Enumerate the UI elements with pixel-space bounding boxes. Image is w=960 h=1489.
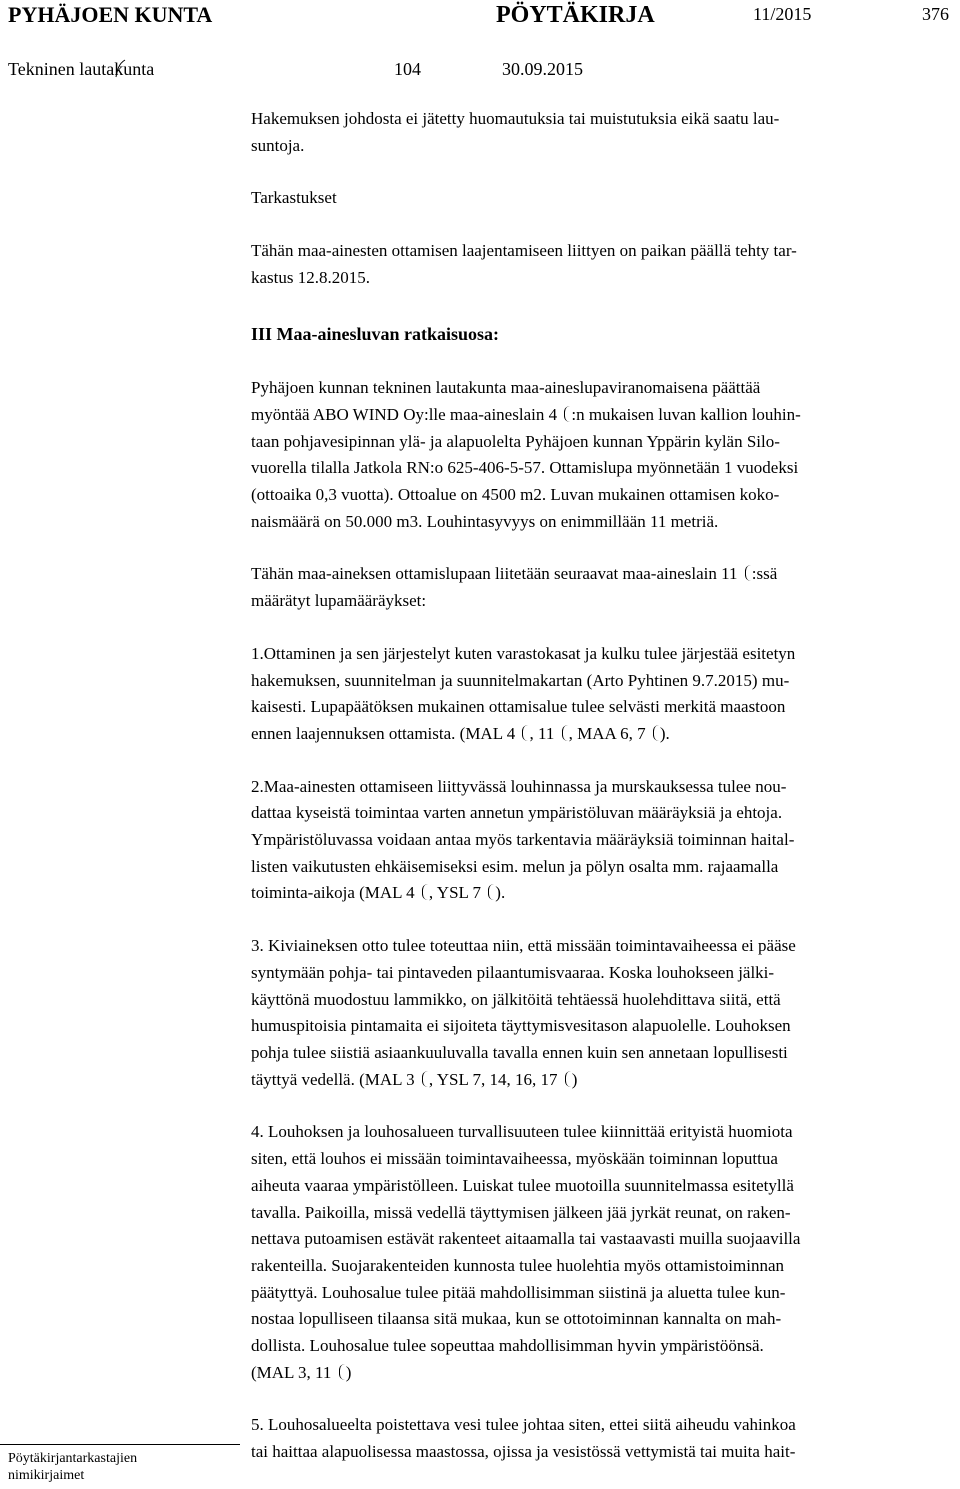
document-type: PÖYTÄKIRJA	[496, 2, 655, 28]
section-sign-icon	[420, 1071, 428, 1085]
text-line: rakenteilla. Suojarakenteiden kunnosta tulee huolehtia myös ottamistoiminnan	[251, 1255, 785, 1275]
text-line: listen vaikutusten ehkäisemiseksi esim. melun ja pölyn osalta mm. rajaamalla	[251, 856, 779, 876]
text-line: Tähän maa-aineksen ottamislupaan liitetään seuraavat maa-aineslain 11	[251, 564, 742, 584]
footer-line: nimikirjaimet	[8, 1468, 85, 1483]
text-line: ennen laajennuksen ottamista. (MAL 4	[251, 723, 520, 743]
document-body	[251, 106, 931, 1466]
text-line: , MAA 6, 7	[568, 723, 650, 743]
meeting-date: 30.09.2015	[502, 59, 583, 79]
text-line: dattaa kyseistä toimintaa varten annetun ympäristöluvan määräyksiä ja ehtoja.	[251, 803, 783, 823]
text-line: naismäärä on 50.000 m3. Louhintasyvyys on enimmillään 11 metriä.	[251, 511, 719, 531]
section-sign-icon	[520, 725, 528, 739]
text-line: myöntää ABO WIND Oy:lle maa-aineslain 4	[251, 404, 562, 424]
issue-number: 11/2015	[753, 4, 812, 24]
footer-divider	[0, 1444, 240, 1445]
text-line: toiminta-aikoja (MAL 4	[251, 883, 419, 903]
text-line: Tähän maa-ainesten ottamisen laajentamiseen liittyen on paikan päällä tehty tar-	[251, 241, 797, 261]
text-line: päätyttyä. Louhosalue tulee pitää mahdollisimman siistinä ja aluetta tulee kun-	[251, 1282, 786, 1302]
section-sign-icon	[560, 725, 568, 739]
text-line: vuorella tilalla Jatkola RN:o 625-406-5-57. Ottamislupa myönnetään 1 vuodeksi	[251, 458, 799, 478]
text-line: (ottoaika 0,3 vuotta). Ottoalue on 4500 m2. Luvan mukainen ottamisen koko-	[251, 485, 780, 505]
text-line: ).	[659, 723, 670, 743]
section-sign-icon	[743, 565, 751, 579]
text-line: Hakemuksen johdosta ei jätetty huomautuksia tai muistutuksia eikä saatu lau-	[251, 109, 780, 128]
text-line: taan pohjavesipinnan ylä- ja alapuolelta Pyhäjoen kunnan Yppärin kylän Silo-	[251, 431, 780, 451]
section-sign-icon	[486, 884, 494, 898]
section-sign-icon	[337, 1364, 345, 1378]
paragraph-statements	[251, 106, 931, 159]
text-line: kaisesti. Lupapäätöksen mukainen ottamisalue tulee selvästi merkitä maastoon	[251, 697, 786, 717]
text-line: , YSL 7	[428, 883, 486, 903]
section-heading-tarkastukset: Tarkastukset	[251, 188, 337, 208]
text-line: dollista. Louhosalue tulee sopeuttaa mahdollisimman hyvin ympäristöönsä.	[251, 1336, 764, 1356]
paragraph-inspection	[251, 238, 931, 291]
text-line: suntoja.	[251, 135, 305, 155]
text-line: määrätyt lupamääräykset:	[251, 591, 427, 611]
text-line: tai haittaa alapuolisessa maastossa, ojissa ja vesistössä vettymistä tai muita hait-	[251, 1442, 796, 1462]
text-line: nostaa lopulliseen tilaansa sitä mukaa, kun se ottotoiminnan kannalta on mah-	[251, 1309, 782, 1329]
condition-item-2	[251, 774, 931, 908]
text-line: 2.Maa-ainesten ottamiseen liittyvässä louhinnassa ja murskauksessa tulee nou-	[251, 776, 787, 796]
section-sign-icon	[651, 725, 659, 739]
text-line: 4. Louhoksen ja louhosalueen turvallisuuteen tulee kiinnittää erityistä huomiota	[251, 1122, 793, 1142]
condition-item-5	[251, 1412, 931, 1465]
text-line: 1.Ottaminen ja sen järjestelyt kuten varastokasat ja kulku tulee järjestää esitetyn	[251, 643, 796, 663]
section-number: 104	[394, 59, 421, 79]
text-line: )	[571, 1069, 578, 1089]
paragraph-decision	[251, 375, 931, 535]
text-line: kastus 12.8.2015.	[251, 267, 370, 287]
text-line: )	[345, 1362, 352, 1382]
text-line: syntymään pohja- tai pintaveden pilaantumisvaaraa. Koska louhokseen jälki-	[251, 962, 775, 982]
text-line: siten, että louhos ei missään toimintavaiheessa, myöskään toiminnan loputtua	[251, 1149, 778, 1169]
condition-item-4	[251, 1119, 931, 1386]
text-line: :ssä	[751, 564, 778, 584]
text-line: hakemuksen, suunnitelman ja suunnitelmakartan (Arto Pyhtinen 9.7.2015) mu-	[251, 670, 790, 690]
section-sign-icon	[563, 1071, 571, 1085]
board-name: Tekninen lautakunta	[8, 59, 155, 79]
text-line: humuspitoisia pintamaita ei sijoiteta täyttymisvesitason alapuolelle. Louhoksen	[251, 1016, 791, 1036]
condition-item-1	[251, 641, 931, 748]
text-line: tavalla. Paikoilla, missä vedellä täyttymisen jälkeen jää jyrkät reunat, on raken-	[251, 1202, 791, 1222]
text-line: Ympäristöluvassa voidaan antaa myös tarkentavia määräyksiä toiminnan haital-	[251, 830, 795, 850]
text-line: (MAL 3, 11	[251, 1362, 336, 1382]
text-line: käyttönä muodostuu lammikko, on jälkitöitä tehtäessä huolehdittava siitä, että	[251, 989, 781, 1009]
text-line: 3. Kiviaineksen otto tulee toteuttaa niin, että missään toimintavaiheessa ei pääse	[251, 936, 796, 956]
text-line: :n mukaisen luvan kallion louhin-	[571, 404, 801, 424]
text-line: pohja tulee siistiä asiaankuuluvalla tavalla ennen kuin sen annetaan lopullisesti	[251, 1042, 788, 1062]
section-sign-icon	[562, 406, 570, 420]
text-line: täyttyä vedellä. (MAL 3	[251, 1069, 419, 1089]
text-line: nettava putoamisen estävät rakenteet aitaamalla tai vastaavasti muilla suojaavilla	[251, 1229, 801, 1249]
text-line: Pyhäjoen kunnan tekninen lautakunta maa-aineslupaviranomaisena päättää	[251, 378, 761, 398]
text-line: ).	[495, 883, 506, 903]
text-line: 5. Louhosalueelta poistettava vesi tulee johtaa siten, ettei siitä aiheudu vahinkoa	[251, 1415, 796, 1435]
footer-initials-label	[8, 1450, 137, 1484]
section-mark-icon	[112, 58, 132, 78]
text-line: , 11	[529, 723, 559, 743]
condition-item-3	[251, 933, 931, 1093]
municipality-name: PYHÄJOEN KUNTA	[8, 2, 213, 27]
text-line: aiheuta vaaraa ympäristölleen. Luiskat tulee muotoilla suunnitelmassa esitetyllä	[251, 1175, 794, 1195]
decision-heading: III Maa-ainesluvan ratkaisuosa:	[251, 323, 500, 344]
section-sign-icon	[420, 884, 428, 898]
paragraph-conditions-intro	[251, 561, 931, 614]
footer-line: Pöytäkirjantarkastajien	[8, 1451, 138, 1466]
text-line: , YSL 7, 14, 16, 17	[428, 1069, 562, 1089]
page-number: 376	[922, 4, 949, 24]
